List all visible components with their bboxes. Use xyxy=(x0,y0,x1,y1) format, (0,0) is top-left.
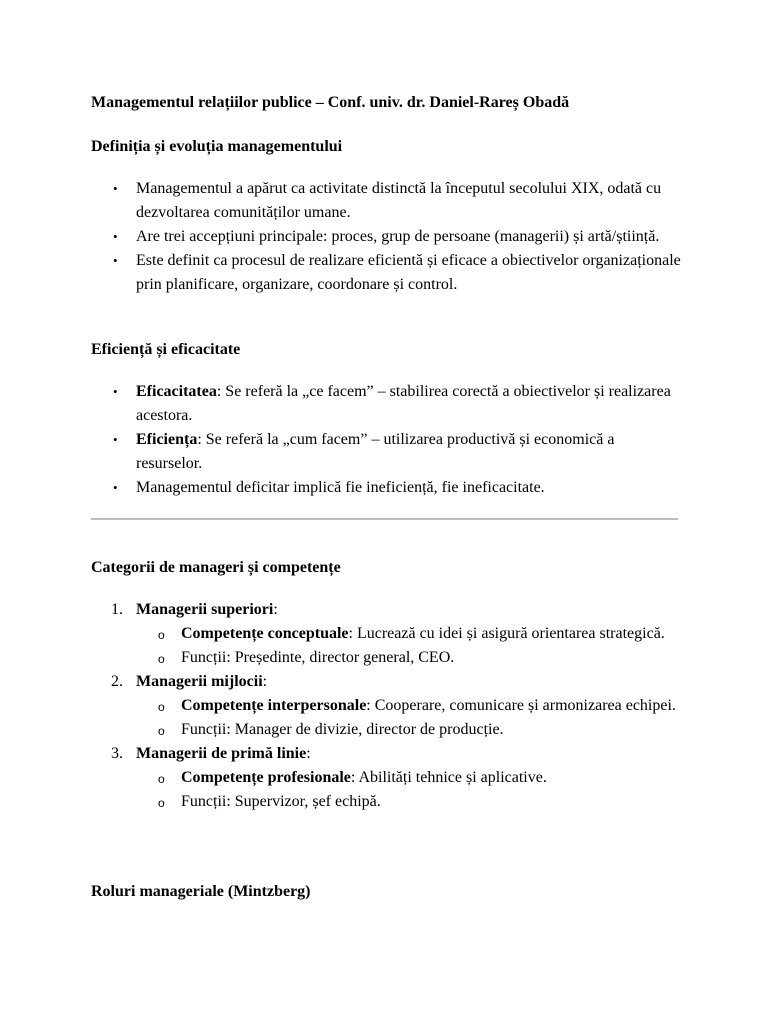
circle-bullet-marker: o xyxy=(158,772,165,786)
bullet-marker: • xyxy=(113,480,118,495)
item-text: : Cooperare, comunicare și armonizarea echipei. xyxy=(366,697,676,714)
sub-list-item xyxy=(91,694,681,718)
item-text: Managementul deficitar implică fie ineficiență, fie ineficacitate. xyxy=(136,479,545,496)
list-item xyxy=(91,742,681,814)
efficiency-list xyxy=(91,380,681,500)
circle-bullet-marker: o xyxy=(158,700,165,714)
document-title: Managementul relațiilor publice – Conf. univ. dr. Daniel-Rareș Obadă xyxy=(91,94,570,111)
circle-bullet-marker: o xyxy=(158,652,165,666)
item-text: Funcții: Manager de divizie, director de producție. xyxy=(181,721,504,738)
circle-bullet-marker: o xyxy=(158,724,165,738)
list-item xyxy=(91,380,681,428)
sub-list-item xyxy=(91,790,681,814)
sub-list xyxy=(136,694,681,742)
bullet-marker: • xyxy=(113,432,118,447)
horizontal-divider xyxy=(91,518,678,520)
circle-bullet-marker: o xyxy=(158,628,165,642)
bullet-marker: • xyxy=(113,181,118,196)
list-item xyxy=(91,670,681,742)
item-text: : Lucrează cu idei și asigură orientarea strategică. xyxy=(348,625,665,642)
item-number: 2. xyxy=(111,673,123,690)
sub-list xyxy=(136,766,681,814)
item-bold: Competențe profesionale xyxy=(181,769,351,786)
section-heading-categories: Categorii de manageri și competențe xyxy=(91,559,341,576)
item-suffix: : xyxy=(273,601,278,618)
sub-list xyxy=(136,622,681,670)
list-item xyxy=(91,225,681,249)
bullet-marker: • xyxy=(113,253,118,268)
item-bold: Competențe interpersonale xyxy=(181,697,367,714)
item-text: : Abilități tehnice și aplicative. xyxy=(350,769,547,786)
section-heading-definition: Definiția și evoluția managementului xyxy=(91,138,343,155)
item-suffix: : xyxy=(262,673,268,690)
definition-list xyxy=(91,177,681,297)
list-item xyxy=(91,428,681,476)
item-label: Managerii de primă linie xyxy=(136,745,307,762)
categories-list xyxy=(91,598,681,814)
bullet-marker: • xyxy=(113,229,118,244)
item-label: Managerii superiori xyxy=(136,601,274,618)
list-item xyxy=(91,249,681,297)
item-label: Managerii mijlocii xyxy=(136,673,263,690)
list-item xyxy=(91,476,681,500)
section-heading-efficiency: Eficiență și eficacitate xyxy=(91,341,241,358)
sub-list-item xyxy=(91,766,681,790)
sub-list-item xyxy=(91,646,681,670)
item-number: 3. xyxy=(111,745,123,762)
sub-list-item xyxy=(91,718,681,742)
section-heading-roles: Roluri manageriale (Mintzberg) xyxy=(91,883,311,900)
item-text: Managementul a apărut ca activitate distinctă la începutul secolului XIX, odată cu dezvoltarea comunităților umane. xyxy=(136,180,662,221)
item-text: Funcții: Supervizor, șef echipă. xyxy=(181,793,381,810)
item-bold: Eficiența xyxy=(136,431,198,448)
item-suffix: : xyxy=(306,745,311,762)
item-text: Funcții: Președinte, director general, CEO. xyxy=(181,649,455,666)
item-text: Are trei accepțiuni principale: proces, grup de persoane (managerii) și artă/știință. xyxy=(136,228,660,245)
list-item xyxy=(91,598,681,670)
circle-bullet-marker: o xyxy=(158,796,165,810)
item-text: Este definit ca procesul de realizare eficientă și eficace a obiectivelor organizaționale prin planificare, organizare, coordonare și control. xyxy=(136,252,681,293)
item-text: : Se referă la „ce facem” – stabilirea corectă a obiectivelor și realizarea acestora. xyxy=(136,383,671,424)
item-text: : Se referă la „cum facem” – utilizarea productivă și economică a resurselor. xyxy=(136,431,615,472)
item-number: 1. xyxy=(111,601,123,618)
item-bold: Eficacitatea xyxy=(136,383,217,400)
list-item xyxy=(91,177,681,225)
bullet-marker: • xyxy=(113,384,118,399)
sub-list-item xyxy=(91,622,681,646)
item-bold: Competențe conceptuale xyxy=(181,625,349,642)
